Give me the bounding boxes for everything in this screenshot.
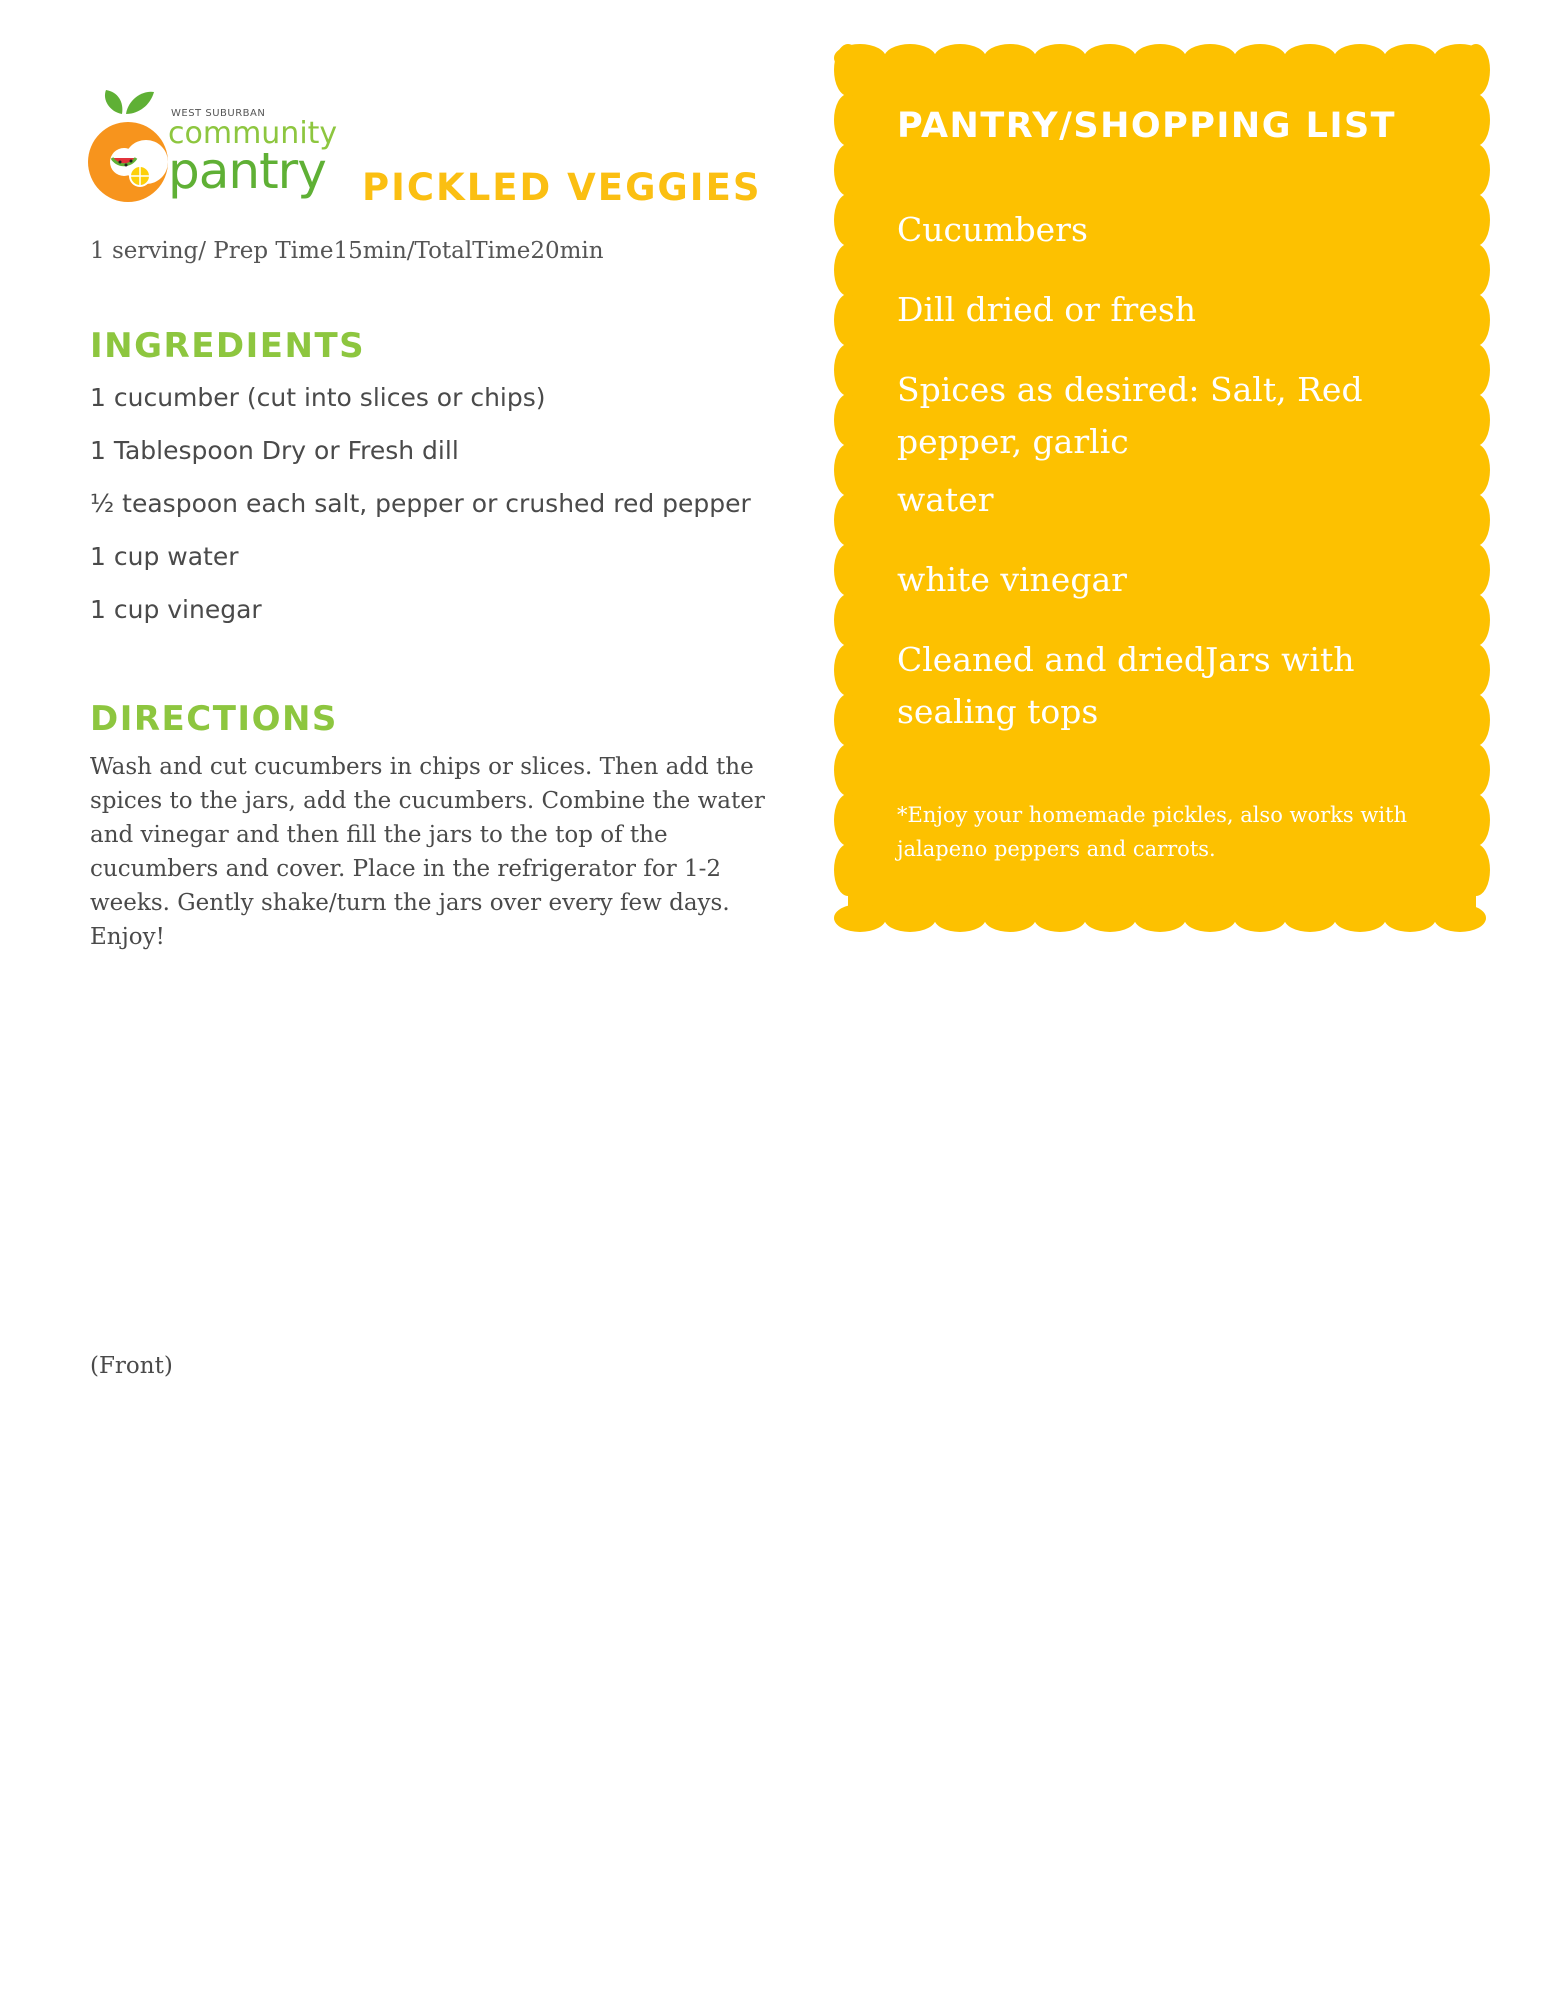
recipe-title: PICKLED VEGGIES [362,166,762,209]
pantry-heading: PANTRY/SHOPPING LIST [897,106,1397,146]
pantry-item: white vinegar [897,560,1127,599]
pantry-note: *Enjoy your homemade pickles, also works with jalapeno peppers and carrots. [897,803,1408,861]
ingredients-list [90,383,751,648]
logo-mark-icon [88,86,178,206]
pantry-item: Spices as desired: Salt, Red pepper, garlic [897,370,1363,461]
pantry-item: Cleaned and driedJars with sealing tops [897,640,1355,731]
recipe-meta: 1 serving/ Prep Time15min/TotalTime20min [90,238,604,264]
ingredient-item: 1 Tablespoon Dry or Fresh dill [90,436,459,465]
ingredient-item: 1 cup water [90,542,239,571]
logo-word-pantry: pantry [168,142,326,200]
page-label: (Front) [90,1353,173,1379]
pantry-panel [834,44,1490,932]
ingredient-item: 1 cup vinegar [90,595,262,624]
ingredients-heading: INGREDIENTS [90,326,366,366]
directions-text: Wash and cut cucumbers in chips or slices. Then add the spices to the jars, add the cucumbers. Combine the water and vinegar and then fill the jars to the top of the cucumbers and cover. Place in the refrigerator for 1-2 weeks. Gently shake/turn the jars over every few days. Enjoy! [90,754,765,950]
directions-heading: DIRECTIONS [90,699,338,739]
pantry-item: Dill dried or fresh [897,290,1197,329]
logo [88,86,338,206]
ingredient-item: 1 cucumber (cut into slices or chips) [90,383,546,412]
pantry-item: Cucumbers [897,210,1088,249]
pantry-list [897,204,1417,766]
logo-word-community: community [168,116,338,151]
pantry-item: water [897,480,994,519]
ingredient-item: ½ teaspoon each salt, pepper or crushed red pepper [90,489,751,518]
logo-org-text: WEST SUBURBAN [171,108,266,119]
